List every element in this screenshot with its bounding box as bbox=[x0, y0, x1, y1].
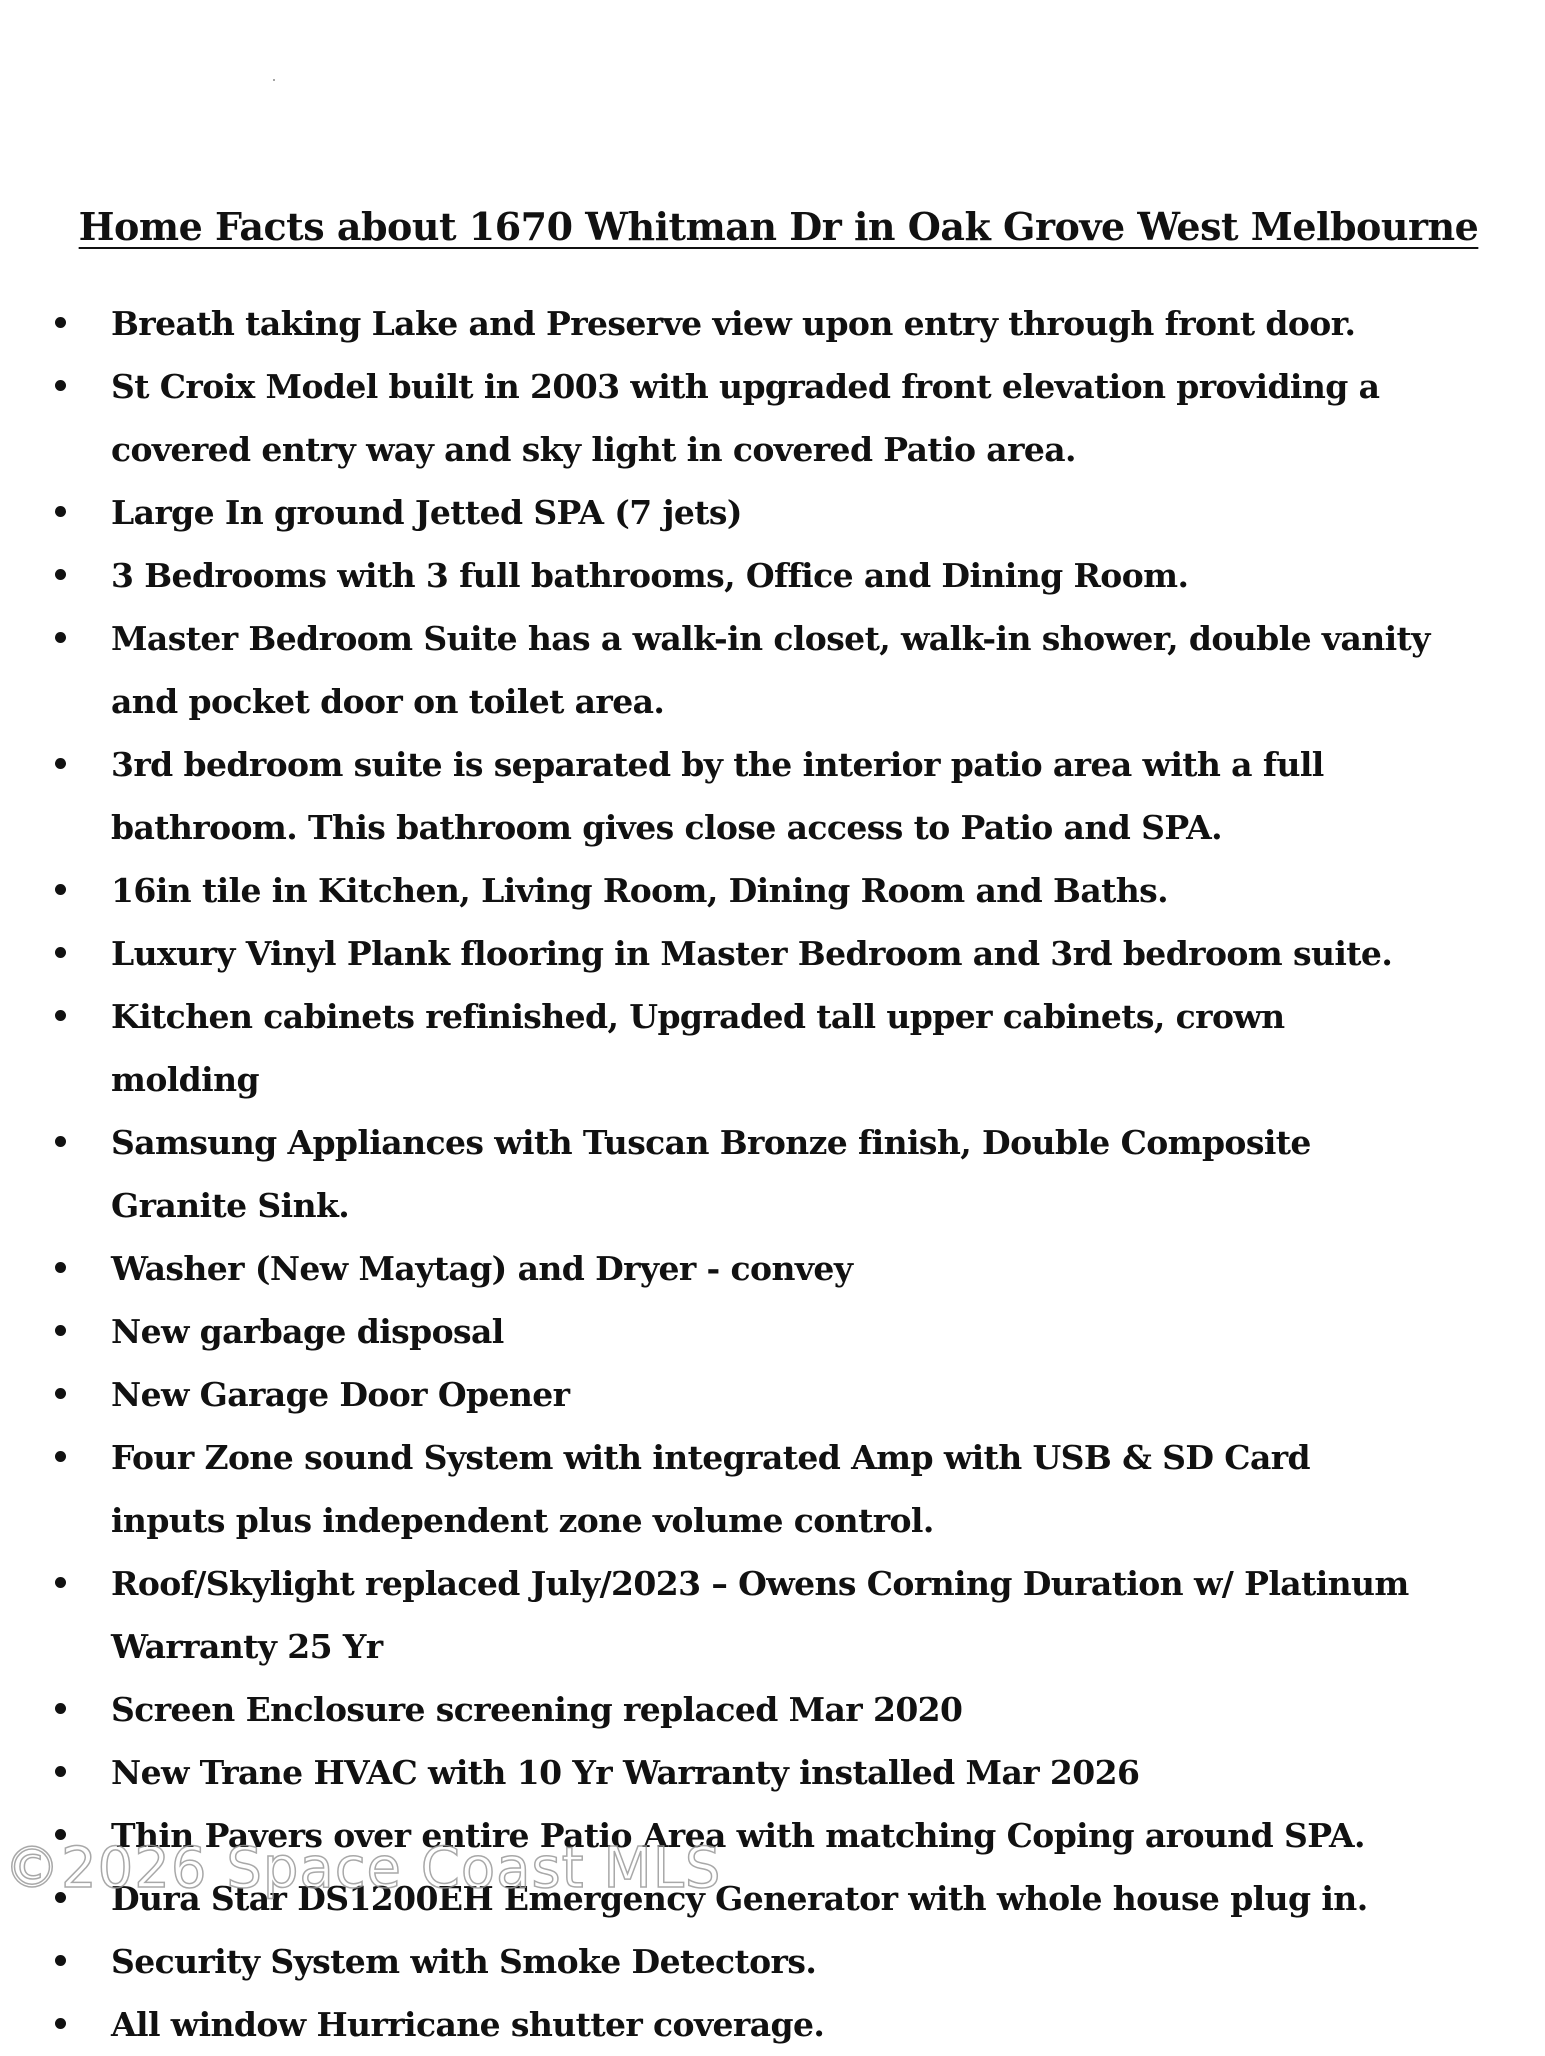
fact-item bbox=[0, 292, 1545, 355]
bullet-icon bbox=[55, 1262, 66, 1273]
fact-text: New Garage Door Opener bbox=[111, 1375, 570, 1414]
fact-text: Samsung Appliances with Tuscan Bronze finish, Double Composite Granite Sink. bbox=[111, 1123, 1311, 1225]
facts-list bbox=[0, 292, 1545, 2056]
fact-item bbox=[0, 1930, 1545, 1993]
fact-text: Luxury Vinyl Plank flooring in Master Bedroom and 3rd bedroom suite. bbox=[111, 934, 1393, 973]
mls-watermark: ©2026 Space Coast MLS bbox=[4, 1836, 722, 1901]
fact-text: Screen Enclosure screening replaced Mar 2020 bbox=[111, 1690, 963, 1729]
fact-item bbox=[0, 1237, 1545, 1300]
bullet-icon bbox=[55, 1451, 66, 1462]
fact-text: 16in tile in Kitchen, Living Room, Dining Room and Baths. bbox=[111, 871, 1169, 910]
fact-item bbox=[0, 607, 1545, 733]
fact-item bbox=[0, 355, 1545, 481]
fact-text: Kitchen cabinets refinished, Upgraded tall upper cabinets, crown molding bbox=[111, 997, 1285, 1099]
fact-text: New garbage disposal bbox=[111, 1312, 504, 1351]
fact-item bbox=[0, 1993, 1545, 2056]
fact-item bbox=[0, 1300, 1545, 1363]
bullet-icon bbox=[55, 632, 66, 643]
bullet-icon bbox=[55, 1766, 66, 1777]
fact-text: St Croix Model built in 2003 with upgraded front elevation providing a covered entry way and sky light in covered Patio area. bbox=[111, 367, 1380, 469]
fact-item bbox=[0, 1111, 1545, 1237]
fact-text: Large In ground Jetted SPA (7 jets) bbox=[111, 493, 742, 532]
fact-item bbox=[0, 544, 1545, 607]
bullet-icon bbox=[55, 1136, 66, 1147]
fact-item bbox=[0, 1363, 1545, 1426]
scan-speck bbox=[273, 79, 275, 81]
fact-text: Dura Star DS1200EH Emergency Generator with whole house plug in. bbox=[111, 1879, 1368, 1918]
fact-item bbox=[0, 1552, 1545, 1678]
fact-item bbox=[0, 922, 1545, 985]
bullet-icon bbox=[55, 1703, 66, 1714]
fact-text: Four Zone sound System with integrated Amp with USB & SD Card inputs plus independent zone volume control. bbox=[111, 1438, 1310, 1540]
bullet-icon bbox=[55, 317, 66, 328]
bullet-icon bbox=[55, 947, 66, 958]
fact-item bbox=[0, 1741, 1545, 1804]
fact-text: Roof/Skylight replaced July/2023 – Owens Corning Duration w/ Platinum Warranty 25 Yr bbox=[111, 1564, 1409, 1666]
bullet-icon bbox=[55, 2018, 66, 2029]
fact-text: 3 Bedrooms with 3 full bathrooms, Office and Dining Room. bbox=[111, 556, 1189, 595]
page-title: Home Facts about 1670 Whitman Dr in Oak Grove West Melbourne bbox=[78, 204, 1479, 249]
bullet-icon bbox=[55, 569, 66, 580]
fact-item bbox=[0, 1678, 1545, 1741]
fact-text: All window Hurricane shutter coverage. bbox=[111, 2005, 825, 2044]
fact-item bbox=[0, 1426, 1545, 1552]
fact-text: Thin Pavers over entire Patio Area with matching Coping around SPA. bbox=[111, 1816, 1365, 1855]
bullet-icon bbox=[55, 1577, 66, 1588]
fact-text: New Trane HVAC with 10 Yr Warranty installed Mar 2026 bbox=[111, 1753, 1140, 1792]
fact-item bbox=[0, 733, 1545, 859]
fact-text: Master Bedroom Suite has a walk-in closet, walk-in shower, double vanity and pocket door on toilet area. bbox=[111, 619, 1430, 721]
bullet-icon bbox=[55, 1388, 66, 1399]
fact-text: Breath taking Lake and Preserve view upon entry through front door. bbox=[111, 304, 1356, 343]
fact-item bbox=[0, 985, 1545, 1111]
bullet-icon bbox=[55, 1325, 66, 1336]
fact-text: Washer (New Maytag) and Dryer - convey bbox=[111, 1249, 853, 1288]
bullet-icon bbox=[55, 380, 66, 391]
bullet-icon bbox=[55, 758, 66, 769]
bullet-icon bbox=[55, 884, 66, 895]
fact-text: Security System with Smoke Detectors. bbox=[111, 1942, 817, 1981]
fact-text: 3rd bedroom suite is separated by the interior patio area with a full bathroom. This bathroom gives close access to Patio and SPA. bbox=[111, 745, 1324, 847]
fact-item bbox=[0, 481, 1545, 544]
bullet-icon bbox=[55, 506, 66, 517]
fact-item bbox=[0, 859, 1545, 922]
bullet-icon bbox=[55, 1010, 66, 1021]
bullet-icon bbox=[55, 1955, 66, 1966]
